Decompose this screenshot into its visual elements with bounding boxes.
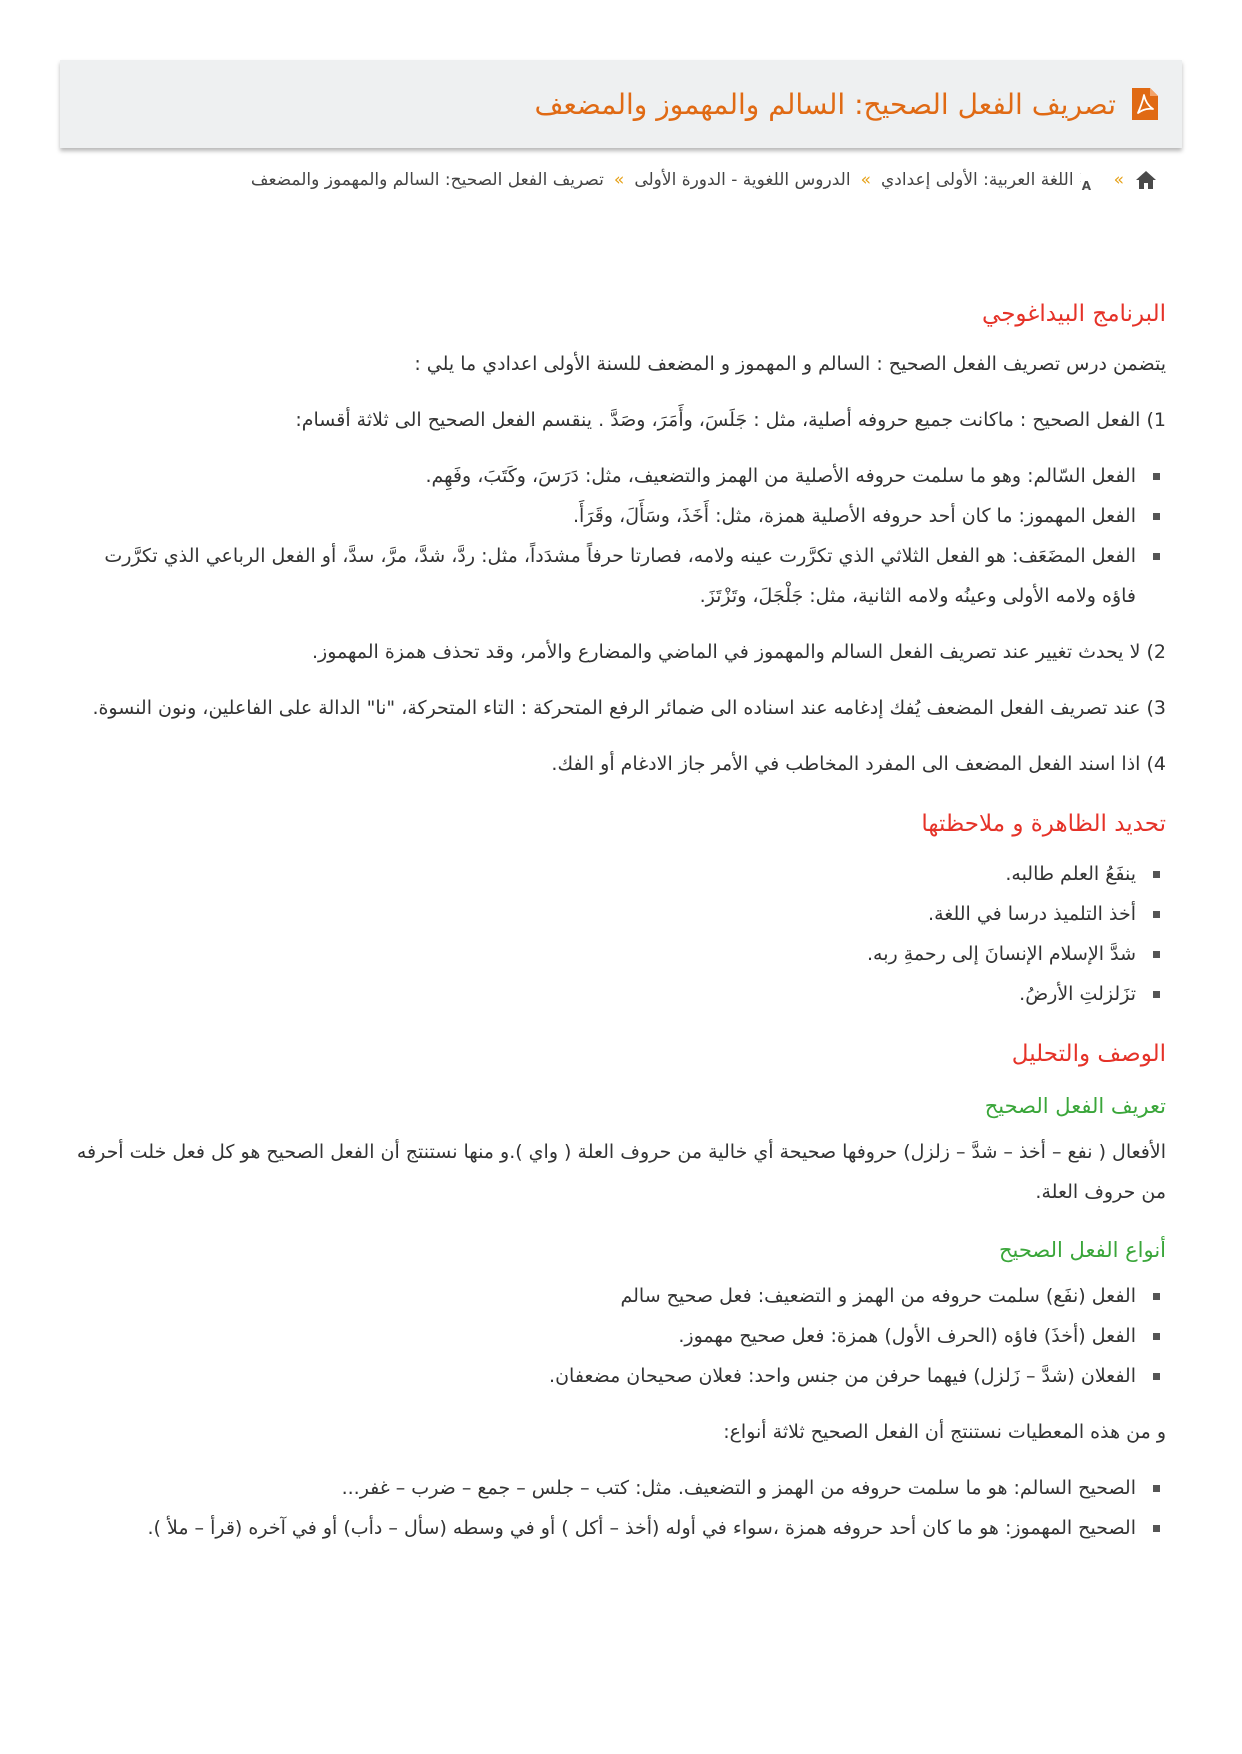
definition-paragraph: الأفعال ( نفع – أخذ – شدَّ – زلزل) حروفها صحيحة أي خالية من حروف العلة ( واي ).و منها نستنتج أن الفعل الصحيح هو كل فعل خلت أحرفه من حروف العلة. [76,1141,1166,1203]
list-item: الفعل المضَعَف: هو الفعل الثلاثي الذي تكرَّرت عينه ولامه، فصارتا حرفاً مشدَداً، مثل: ردَّ، شدَّ، مرَّ، سدَّ، أو الفعل الرباعي الذي تكرَّرت فاؤه ولامه الأولى وعينُه ولامه الثانية، مثل: جَلْجَلَ، وتَزْتَزَ. [76,536,1136,616]
subheading-types: أنواع الفعل الصحيح [998,1238,1166,1262]
list-item: الفعل (أخذَ) فاؤه (الحرف الأول) همزة: فعل صحيح مهموز. [76,1316,1136,1356]
list-item: أخذ التلميذ درسا في اللغة. [76,894,1136,934]
point-3: 3) عند تصريف الفعل المضعف يُفك إدغامه عند اسناده الى ضمائر الرفع المتحركة : التاء المتحركة، "نا" الدالة على الفاعلين، ونون النسوة. [92,697,1166,719]
list-item: تزَلزلتِ الأرضُ. [76,974,1136,1014]
breadcrumb-separator: » [860,170,871,190]
lesson-content [76,290,1166,1564]
svg-text:A: A [1081,179,1091,192]
section-heading-program: البرنامج البيداغوجي [982,301,1166,327]
list-item: الفعل المهموز: ما كان أحد حروفه الأصلية همزة، مثل: أَخَذَ، وسَأَلَ، وقَرَأَ. [76,496,1136,536]
page-title: تصريف الفعل الصحيح: السالم والمهموز والمضعف [534,87,1116,121]
list-item: ينفَعُ العلم طالبه. [76,854,1136,894]
page-header [60,60,1182,148]
translate-icon [1080,168,1104,192]
conclusion-paragraph: و من هذه المعطيات نستنتج أن الفعل الصحيح ثلاثة أنواع: [723,1421,1166,1443]
list-item: الفعل السّالم: وهو ما سلمت حروفه الأصلية من الهمز والتضعيف، مثل: دَرَسَ، وكَتَبَ، وفَهِم. [76,456,1136,496]
pdf-icon[interactable] [1130,86,1160,122]
point-4: 4) اذا اسند الفعل المضعف الى المفرد المخاطب في الأمر جاز الادغام أو الفك. [551,753,1166,775]
section-heading-analysis: الوصف والتحليل [1011,1041,1166,1067]
analysis-list [76,1276,1166,1396]
list-item: شدَّ الإسلام الإنسانَ إلى رحمةِ ربه. [76,934,1136,974]
breadcrumb-separator: » [613,170,625,190]
point-2: 2) لا يحدث تغيير عند تصريف الفعل السالم والمهموز في الماضي والمضارع والأمر، وقد تحذف همزة المهموز. [311,641,1166,663]
point-1: 1) الفعل الصحيح : ماكانت جميع حروفه أصلية، مثل : جَلَسَ، وأَمَرَ، وصَدَّ . ينقسم الفعل الصحيح الى ثلاثة أقسام: [295,409,1166,431]
section-heading-observation: تحديد الظاهرة و ملاحظتها [921,811,1166,837]
types-list [76,1468,1166,1548]
list-item: الصحيح السالم: هو ما سلمت حروفه من الهمز و التضعيف. مثل: كتب – جلس – جمع – ضرب – غفر... [76,1468,1136,1508]
breadcrumb [251,168,1158,192]
subheading-definition: تعريف الفعل الصحيح [984,1094,1166,1118]
breadcrumb-item-unit[interactable]: الدروس اللغوية - الدورة الأولى [634,170,851,190]
verb-types-list [76,456,1166,616]
list-item: الصحيح المهموز: هو ما كان أحد حروفه همزة ،سواء في أوله (أخذ – أكل ) أو في وسطه (سأل – دأب) أو في آخره (قرأ – ملأ ). [76,1508,1136,1548]
breadcrumb-item-current: تصريف الفعل الصحيح: السالم والمهموز والمضعف [250,170,604,190]
home-icon[interactable] [1134,168,1158,192]
breadcrumb-item-subject[interactable]: اللغة العربية: الأولى إعدادي [880,170,1074,190]
intro-paragraph: يتضمن درس تصريف الفعل الصحيح : السالم و المهموز و المضعف للسنة الأولى اعدادي ما يلي : [414,353,1166,375]
breadcrumb-separator: » [1113,170,1124,190]
examples-list [76,854,1166,1014]
list-item: الفعل (نفَع) سلمت حروفه من الهمز و التضعيف: فعل صحيح سالم [76,1276,1136,1316]
list-item: الفعلان (شدَّ – زَلزل) فيهما حرفن من جنس واحد: فعلان صحيحان مضعفان. [76,1356,1136,1396]
